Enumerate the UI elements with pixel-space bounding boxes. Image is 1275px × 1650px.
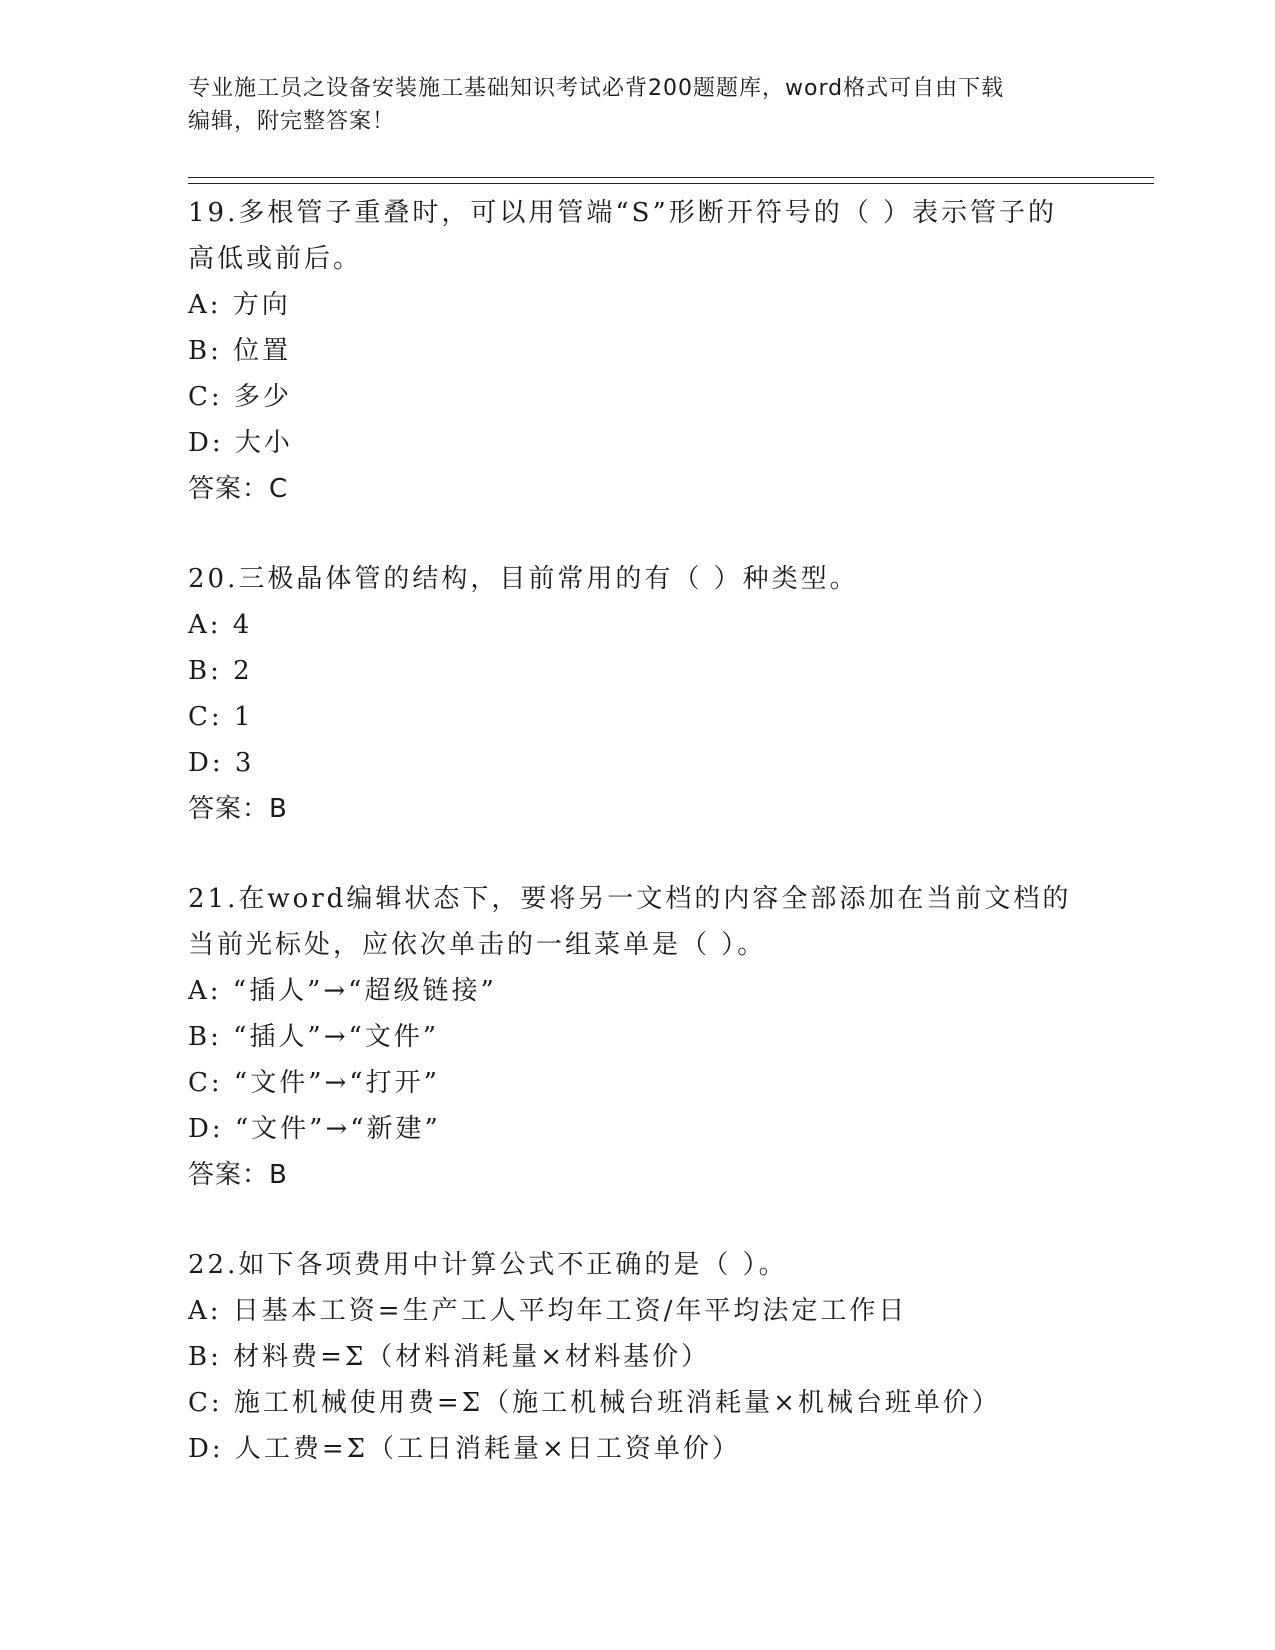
question-stem: 当前光标处，应依次单击的一组菜单是（ ）。	[188, 930, 767, 960]
option-d: D: 人工费=Σ（工日消耗量×日工资单价）	[188, 1434, 741, 1464]
option-b: B: “插人”→“文件”	[188, 1022, 440, 1052]
option-b: B: 位置	[188, 336, 292, 366]
answer: 答案：B	[188, 1160, 288, 1190]
option-c: C: “文件”→“打开”	[188, 1068, 440, 1098]
question-22	[188, 1242, 1088, 1472]
option-a: A: 方向	[188, 290, 291, 320]
option-d: D: 大小	[188, 428, 293, 458]
question-stem: 高低或前后。	[188, 244, 363, 274]
option-d: D: 3	[188, 748, 255, 778]
option-a: A: “插人”→“超级链接”	[188, 976, 497, 1006]
header-line-2: 编辑，附完整答案！	[188, 109, 396, 134]
question-19	[188, 190, 1088, 512]
document-header	[188, 72, 1088, 138]
answer: 答案：C	[188, 474, 289, 504]
question-stem: 20.三极晶体管的结构，目前常用的有（ ）种类型。	[188, 564, 859, 594]
option-c: C: 施工机械使用费=Σ（施工机械台班消耗量×机械台班单价）	[188, 1388, 1001, 1418]
option-b: B: 材料费=Σ（材料消耗量×材料基价）	[188, 1342, 711, 1372]
question-stem: 21.在word编辑状态下，要将另一文档的内容全部添加在当前文档的	[188, 884, 1072, 914]
header-rule-bottom	[188, 183, 1154, 184]
option-b: B: 2	[188, 656, 253, 686]
question-20	[188, 556, 1088, 832]
option-c: C: 1	[188, 702, 254, 732]
option-a: A: 日基本工资=生产工人平均年工资/年平均法定工作日	[188, 1296, 908, 1326]
option-c: C: 多少	[188, 382, 292, 412]
question-21	[188, 876, 1088, 1198]
answer: 答案：B	[188, 794, 288, 824]
header-rule-top	[188, 177, 1154, 178]
question-list	[188, 190, 1088, 1472]
header-line-1: 专业施工员之设备安装施工基础知识考试必背200题题库，word格式可自由下载	[188, 76, 1005, 101]
option-a: A: 4	[188, 610, 253, 640]
question-stem: 19.多根管子重叠时，可以用管端“S”形断开符号的（ ）表示管子的	[188, 198, 1058, 228]
option-d: D: “文件”→“新建”	[188, 1114, 441, 1144]
question-stem: 22.如下各项费用中计算公式不正确的是（ ）。	[188, 1250, 788, 1280]
